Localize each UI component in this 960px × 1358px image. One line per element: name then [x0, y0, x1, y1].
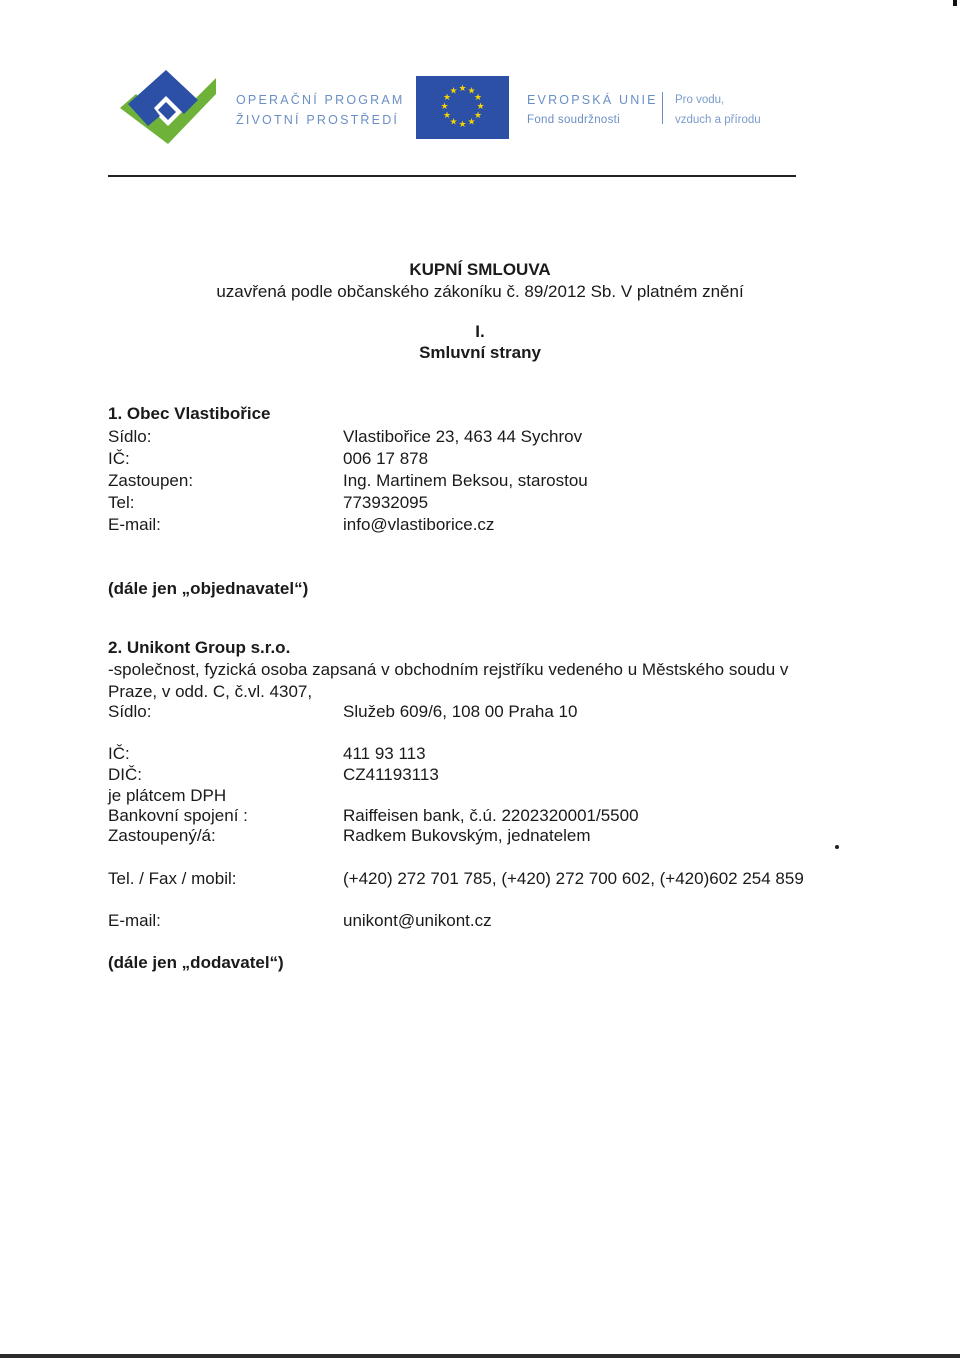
- party2-id-value: 411 93 113: [343, 744, 426, 763]
- svg-text:★: ★: [440, 102, 449, 112]
- party2-heading: 2. Unikont Group s.r.o.: [108, 638, 291, 657]
- scan-page-edge: [0, 1354, 960, 1358]
- eu-text: [527, 90, 658, 130]
- party1-phone-value: 773932095: [343, 493, 429, 512]
- svg-text:★: ★: [473, 111, 483, 121]
- party2-vat-value: CZ41193113: [343, 765, 439, 784]
- party2-description-line1: -společnost, fyzická osoba zapsaná v obchodním rejstříku vedeného u Městského soudu v: [108, 660, 789, 679]
- scan-corner-mark: [953, 0, 957, 6]
- svg-text:★: ★: [449, 86, 458, 97]
- party2-description-line2: Praze, v odd. C, č.vl. 4307,: [108, 682, 313, 701]
- party2-representative-label: Zastoupený/á:: [108, 826, 216, 845]
- party2-seat-label: Sídlo:: [108, 702, 152, 721]
- eu-line1: EVROPSKÁ UNIE: [527, 93, 658, 107]
- svg-text:★: ★: [467, 86, 476, 97]
- motto-line1: Pro vodu,: [675, 94, 725, 106]
- document-subtitle: uzavřená podle občanského zákoníku č. 89/2012 Sb. V platném znění: [216, 282, 744, 301]
- party2-email-value: unikont@unikont.cz: [343, 911, 492, 930]
- party2-representative-value: Radkem Bukovským, jednatelem: [343, 826, 591, 845]
- party2-seat-value: Služeb 609/6, 108 00 Praha 10: [343, 702, 578, 721]
- svg-text:★: ★: [442, 111, 452, 121]
- party1-seat-value: Vlastibořice 23, 463 44 Sychrov: [343, 427, 583, 446]
- opzp-logo: [118, 70, 218, 150]
- party1-id-value: 006 17 878: [343, 449, 429, 468]
- svg-text:★: ★: [467, 117, 476, 128]
- party1-representative-value: Ing. Martinem Beksou, starostou: [343, 471, 588, 490]
- party2-vat-payer-label: je plátcem DPH: [108, 786, 227, 805]
- party2-phone-value: (+420) 272 701 785, (+420) 272 700 602, (+420)602 254 859: [343, 869, 804, 888]
- party2-vat-label: DIČ:: [108, 765, 142, 784]
- program-line1: OPERAČNÍ PROGRAM: [236, 93, 405, 107]
- party1-seat-label: Sídlo:: [108, 427, 152, 446]
- party2-id-label: IČ:: [108, 744, 130, 763]
- party2-bank-label: Bankovní spojení :: [108, 806, 248, 825]
- operational-programme-text: [236, 90, 405, 130]
- svg-text:★: ★: [458, 120, 467, 130]
- svg-text:★: ★: [476, 102, 485, 112]
- eu-line2: Fond soudržnosti: [527, 114, 621, 126]
- svg-text:★: ★: [473, 93, 483, 103]
- program-line2: ŽIVOTNÍ PROSTŘEDÍ: [236, 113, 400, 127]
- party2-bank-value: Raiffeisen bank, č.ú. 2202320001/5500: [343, 806, 639, 825]
- section-number: I.: [475, 322, 485, 341]
- header-separator: [662, 92, 663, 124]
- header-rule: [108, 175, 796, 177]
- motto-line2: vzduch a přírodu: [675, 114, 761, 126]
- party1-email-label: E-mail:: [108, 515, 161, 534]
- party1-representative-label: Zastoupen:: [108, 471, 194, 490]
- party1-email-value: info@vlastiborice.cz: [343, 515, 495, 534]
- scan-artifact-dot: [835, 845, 839, 849]
- section-title: Smluvní strany: [419, 343, 541, 362]
- party1-heading: 1. Obec Vlastibořice: [108, 404, 271, 423]
- svg-text:★: ★: [458, 84, 467, 94]
- party2-email-label: E-mail:: [108, 911, 161, 930]
- document-title: KUPNÍ SMLOUVA: [409, 260, 551, 279]
- party1-id-label: IČ:: [108, 449, 130, 468]
- svg-text:★: ★: [449, 117, 458, 128]
- party2-phone-label: Tel. / Fax / mobil:: [108, 869, 237, 888]
- eu-flag-icon: [416, 76, 509, 139]
- party1-alias: (dále jen „objednavatel“): [108, 579, 309, 598]
- svg-text:★: ★: [442, 93, 452, 103]
- party2-alias: (dále jen „dodavatel“): [108, 953, 284, 972]
- party1-phone-label: Tel:: [108, 493, 135, 512]
- motto-text: [675, 90, 761, 130]
